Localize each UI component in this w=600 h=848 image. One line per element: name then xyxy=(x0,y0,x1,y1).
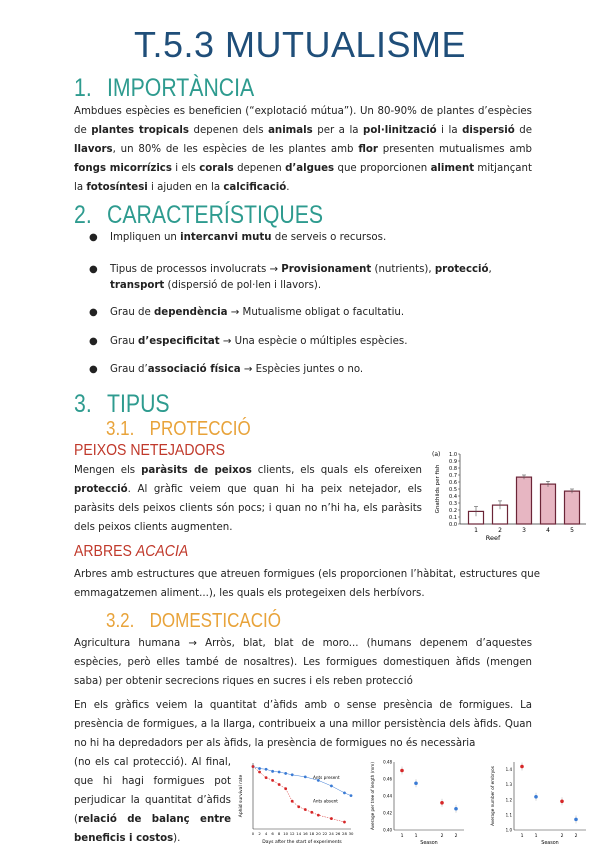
section-title: TIPUS xyxy=(107,390,170,418)
data-point xyxy=(258,771,261,774)
cleaner-fish-bold-text: protecció xyxy=(74,484,128,495)
x-tick-label: 2 xyxy=(574,834,578,839)
aphid-bold-text: relació de balanç entre beneficis i costos xyxy=(74,814,231,844)
data-point xyxy=(343,791,346,794)
section-number: 2. xyxy=(74,201,92,229)
data-point xyxy=(271,770,274,773)
x-tick-label: 12 xyxy=(289,831,295,836)
gnathiid-bar-chart xyxy=(430,448,590,544)
x-axis-label: Season xyxy=(420,841,438,844)
data-point xyxy=(304,808,307,811)
x-tick-label: 1 xyxy=(534,834,538,839)
importance-bold-text: animals xyxy=(268,125,313,136)
importance-text: de xyxy=(514,125,532,136)
subsection-number: 3.2. xyxy=(106,610,135,632)
legend-label: Ants present xyxy=(313,774,340,780)
aphid-paragraph-cont xyxy=(74,753,231,848)
y-axis-label: Average number of embryos xyxy=(490,766,495,826)
y-tick-label: 0.9 xyxy=(449,459,457,465)
y-tick-label: 1.3 xyxy=(505,782,512,788)
y-tick-label: 0.5 xyxy=(449,487,457,493)
x-tick-label: 1 xyxy=(474,527,478,534)
bullet-icon: ● xyxy=(89,264,98,275)
data-point xyxy=(284,772,287,775)
cleaner-fish-text: Mengen els xyxy=(74,465,142,476)
subsection-title: DOMESTICACIÓ xyxy=(149,610,281,632)
data-point xyxy=(343,821,346,824)
y-tick-label: 0.46 xyxy=(383,776,392,782)
x-tick-label: 6 xyxy=(271,831,274,836)
data-point xyxy=(414,781,418,785)
data-point xyxy=(534,795,538,799)
y-tick-label: 0.1 xyxy=(449,515,457,521)
characteristic-bold-text: Provisionament xyxy=(281,264,372,275)
cleaner-fish-bold-text: paràsits de peixos xyxy=(141,465,252,476)
importance-text: i la xyxy=(436,125,463,136)
y-axis-label: Average per tree of length (mm) xyxy=(370,761,375,831)
cleaner-fish-text: clients, els quals els ofereixen xyxy=(251,465,422,476)
characteristic-text: → Mutualisme obligat o facultatiu. xyxy=(227,307,405,318)
y-tick-label: 0.42 xyxy=(383,810,392,816)
characteristic-text: Grau d’ xyxy=(110,364,148,375)
data-point xyxy=(317,814,320,817)
importance-text: depenen dels xyxy=(188,125,269,136)
x-tick-label: 1 xyxy=(400,834,404,839)
data-point xyxy=(560,799,564,803)
characteristic-item xyxy=(74,230,542,246)
x-tick-label: 26 xyxy=(335,831,341,836)
bar xyxy=(517,477,532,524)
data-point xyxy=(297,805,300,808)
importance-bold-text: fotosíntesi xyxy=(86,182,148,193)
characteristic-text: Grau xyxy=(110,336,139,347)
y-tick-label: 0.6 xyxy=(449,480,457,486)
x-tick-label: 22 xyxy=(322,831,328,836)
x-tick-label: 8 xyxy=(277,831,281,836)
x-tick-label: 30 xyxy=(348,831,354,836)
acacia-heading-italic: ACACIA xyxy=(135,543,189,560)
y-tick-label: 1.2 xyxy=(505,797,512,803)
x-tick-label: 2 xyxy=(440,834,444,839)
x-tick-label: 3 xyxy=(522,527,526,534)
y-tick-label: 0.48 xyxy=(383,759,392,765)
data-point xyxy=(350,794,353,797)
characteristic-bold-text: dependència xyxy=(154,307,228,318)
characteristic-item xyxy=(74,334,542,350)
cleaner-fish-heading: PEIXOS NETEJADORS xyxy=(74,442,226,459)
y-tick-label: 0.40 xyxy=(383,827,392,833)
y-tick-label: 1.4 xyxy=(505,767,512,773)
x-tick-label: 18 xyxy=(309,831,315,836)
y-tick-label: 0.44 xyxy=(383,793,392,799)
x-tick-label: 10 xyxy=(283,831,289,836)
importance-text: Ambdues espècies es beneficien (“explotació mútua”). Un 80-90% de plantes d’espècies de xyxy=(74,106,532,136)
subsection-title: PROTECCIÓ xyxy=(149,418,251,440)
data-point xyxy=(520,765,524,769)
characteristic-text: de serveis o recursos. xyxy=(271,232,387,243)
x-tick-label: 0 xyxy=(251,831,255,836)
importance-bold-text: plantes tropicals xyxy=(91,125,189,136)
subsection-domestication-heading xyxy=(106,610,281,633)
characteristic-text: → Una espècie o múltiples espècies. xyxy=(219,336,408,347)
importance-bold-text: corals xyxy=(199,163,234,174)
importance-text: . xyxy=(286,182,290,193)
aphid-text: ). xyxy=(173,833,181,844)
acacia-paragraph: Arbres amb estructures que atreuen formigues (els proporcionen l’hàbitat, estructures que emmagatzemen aliment...), les quals els protegeixen dels herbívors. xyxy=(74,569,540,599)
characteristic-text: Grau de xyxy=(110,307,154,318)
importance-bold-text: flor xyxy=(358,144,378,155)
section-title: IMPORTÀNCIA xyxy=(107,74,255,102)
y-tick-label: 0.2 xyxy=(449,508,457,514)
data-point xyxy=(454,807,458,811)
data-point xyxy=(278,771,281,774)
data-point xyxy=(291,800,294,803)
y-axis-label: Gnathiids per fish xyxy=(435,464,441,514)
characteristic-bold-text: associació física xyxy=(147,364,241,375)
bar xyxy=(565,491,580,524)
data-point xyxy=(304,775,307,778)
bullet-icon: ● xyxy=(89,336,98,347)
data-point xyxy=(440,801,444,805)
data-point xyxy=(574,818,578,822)
y-axis-label: Aphid survival rate xyxy=(239,774,244,818)
x-tick-label: 1 xyxy=(520,834,524,839)
characteristic-bold-text: intercanvi mutu xyxy=(180,232,272,243)
legend-label: Ants absent xyxy=(313,798,338,804)
section-title: CARACTERÍSTIQUES xyxy=(107,201,324,229)
acacia-heading-text: ARBRES xyxy=(74,543,136,560)
characteristic-bold-text: d’especificitat xyxy=(138,336,220,347)
characteristic-bold-text: protecció xyxy=(434,264,489,275)
y-tick-label: 1.0 xyxy=(449,452,457,458)
panel-label: (a) xyxy=(432,451,441,458)
domestication-paragraph: Agricultura humana → Arròs, blat, blat de moro... (humans depenem d’aquestes espècies, però elles també de nosaltres). Les formigues domestiquen àfids (mengen saba) per obtenir secrecions riques en sucres i els reben protecció xyxy=(74,638,532,687)
bullet-icon: ● xyxy=(89,232,98,243)
bullet-icon: ● xyxy=(89,364,98,375)
section-3-heading xyxy=(74,390,170,419)
importance-text: depenen xyxy=(233,163,286,174)
x-tick-label: 16 xyxy=(302,831,308,836)
cleaner-fish-text: . Al gràfic veiem que quan hi ha peix netejador, els paràsits dels peixos clients són pocs; i quan no n’hi ha, els paràsits dels peixos clients augmenten. xyxy=(74,484,422,533)
data-point xyxy=(252,765,255,768)
characteristic-item xyxy=(74,262,542,294)
data-point xyxy=(330,785,333,788)
page-title: T.5.3 MUTUALISME xyxy=(133,24,467,65)
importance-text: mitjançant la xyxy=(74,163,533,193)
series-line xyxy=(253,766,351,795)
x-tick-label: 4 xyxy=(264,831,268,836)
data-point xyxy=(310,811,313,814)
importance-bold-text: llavors xyxy=(74,144,113,155)
aphid-survival-chart xyxy=(235,757,355,845)
characteristic-text: → Espècies juntes o no. xyxy=(240,364,364,375)
importance-paragraph xyxy=(74,102,532,197)
x-tick-label: 14 xyxy=(296,831,302,836)
data-point xyxy=(284,787,287,790)
aphid-length-chart xyxy=(364,752,469,844)
characteristic-text: (nutrients), xyxy=(371,264,435,275)
data-point xyxy=(258,767,261,770)
characteristic-text: (dispersió de pol·len i llavors). xyxy=(164,280,322,291)
characteristic-bold-text: transport xyxy=(110,280,165,291)
section-2-heading xyxy=(74,201,323,230)
data-point xyxy=(265,768,268,771)
cleaner-fish-paragraph xyxy=(74,461,422,537)
aphid-paragraph: En els gràfics veiem la quantitat d’àfids amb o sense presència de formigues. La presència de formigues, a la llarga, contribueix a una millor persistència dels àfids. Quan no hi ha depredadors per als àfids, la presència de formigues no és necessària xyxy=(74,700,532,749)
data-point xyxy=(271,779,274,782)
x-axis-label: Season xyxy=(541,841,559,844)
data-point xyxy=(265,776,268,779)
characteristic-text: Impliquen un xyxy=(110,232,181,243)
x-tick-label: 1 xyxy=(414,834,418,839)
x-tick-label: 20 xyxy=(315,831,321,836)
importance-text: presenten mutualismes amb xyxy=(377,144,532,155)
acacia-heading xyxy=(74,543,188,561)
y-tick-label: 1.1 xyxy=(505,812,512,818)
data-point xyxy=(291,773,294,776)
importance-text: i els xyxy=(171,163,200,174)
data-point xyxy=(278,783,281,786)
x-tick-label: 2 xyxy=(498,527,502,534)
x-tick-label: 28 xyxy=(342,831,347,836)
y-tick-label: 0.0 xyxy=(449,522,457,528)
x-tick-label: 2 xyxy=(258,831,261,836)
x-axis-label: Reef xyxy=(485,534,501,542)
x-tick-label: 4 xyxy=(546,527,550,534)
importance-bold-text: fongs micorrízics xyxy=(74,163,172,174)
importance-bold-text: calcificació xyxy=(223,182,287,193)
x-tick-label: 5 xyxy=(570,527,574,534)
importance-bold-text: d’algues xyxy=(285,163,335,174)
bullet-icon: ● xyxy=(89,307,98,318)
y-tick-label: 0.3 xyxy=(449,501,457,507)
bar xyxy=(541,484,556,524)
importance-bold-text: dispersió xyxy=(462,125,515,136)
y-tick-label: 0.4 xyxy=(449,494,457,500)
subsection-number: 3.1. xyxy=(106,418,135,440)
x-tick-label: 2 xyxy=(454,834,458,839)
section-number: 1. xyxy=(74,74,92,102)
section-1-heading xyxy=(74,74,254,103)
aphid-text: (no els cal protecció). Al final, que hi hagi formigues pot perjudicar la quantitat d’àfids ( xyxy=(74,757,231,825)
section-number: 3. xyxy=(74,390,92,418)
data-point xyxy=(400,769,404,773)
importance-text: que proporcionen xyxy=(334,163,431,174)
aphid-embryos-chart xyxy=(484,752,594,844)
x-tick-label: 2 xyxy=(560,834,564,839)
y-tick-label: 0.8 xyxy=(449,466,457,472)
subsection-protection-heading xyxy=(106,418,251,441)
x-tick-label: 24 xyxy=(328,831,334,836)
data-point xyxy=(330,817,333,820)
importance-bold-text: aliment xyxy=(430,163,475,174)
importance-text: per a la xyxy=(312,125,364,136)
y-tick-label: 0.7 xyxy=(449,473,457,479)
x-axis-label: Days after the start of experiments xyxy=(262,840,342,845)
importance-text: , un 80% de les espècies de les plantes amb xyxy=(112,144,359,155)
characteristic-item xyxy=(74,362,542,378)
characteristic-item xyxy=(74,305,542,321)
characteristic-text: Tipus de processos involucrats → xyxy=(110,264,282,275)
importance-text: i ajuden en la xyxy=(147,182,224,193)
characteristic-text: , xyxy=(488,264,492,275)
importance-bold-text: pol·linització xyxy=(363,125,437,136)
y-tick-label: 1.0 xyxy=(505,827,512,833)
